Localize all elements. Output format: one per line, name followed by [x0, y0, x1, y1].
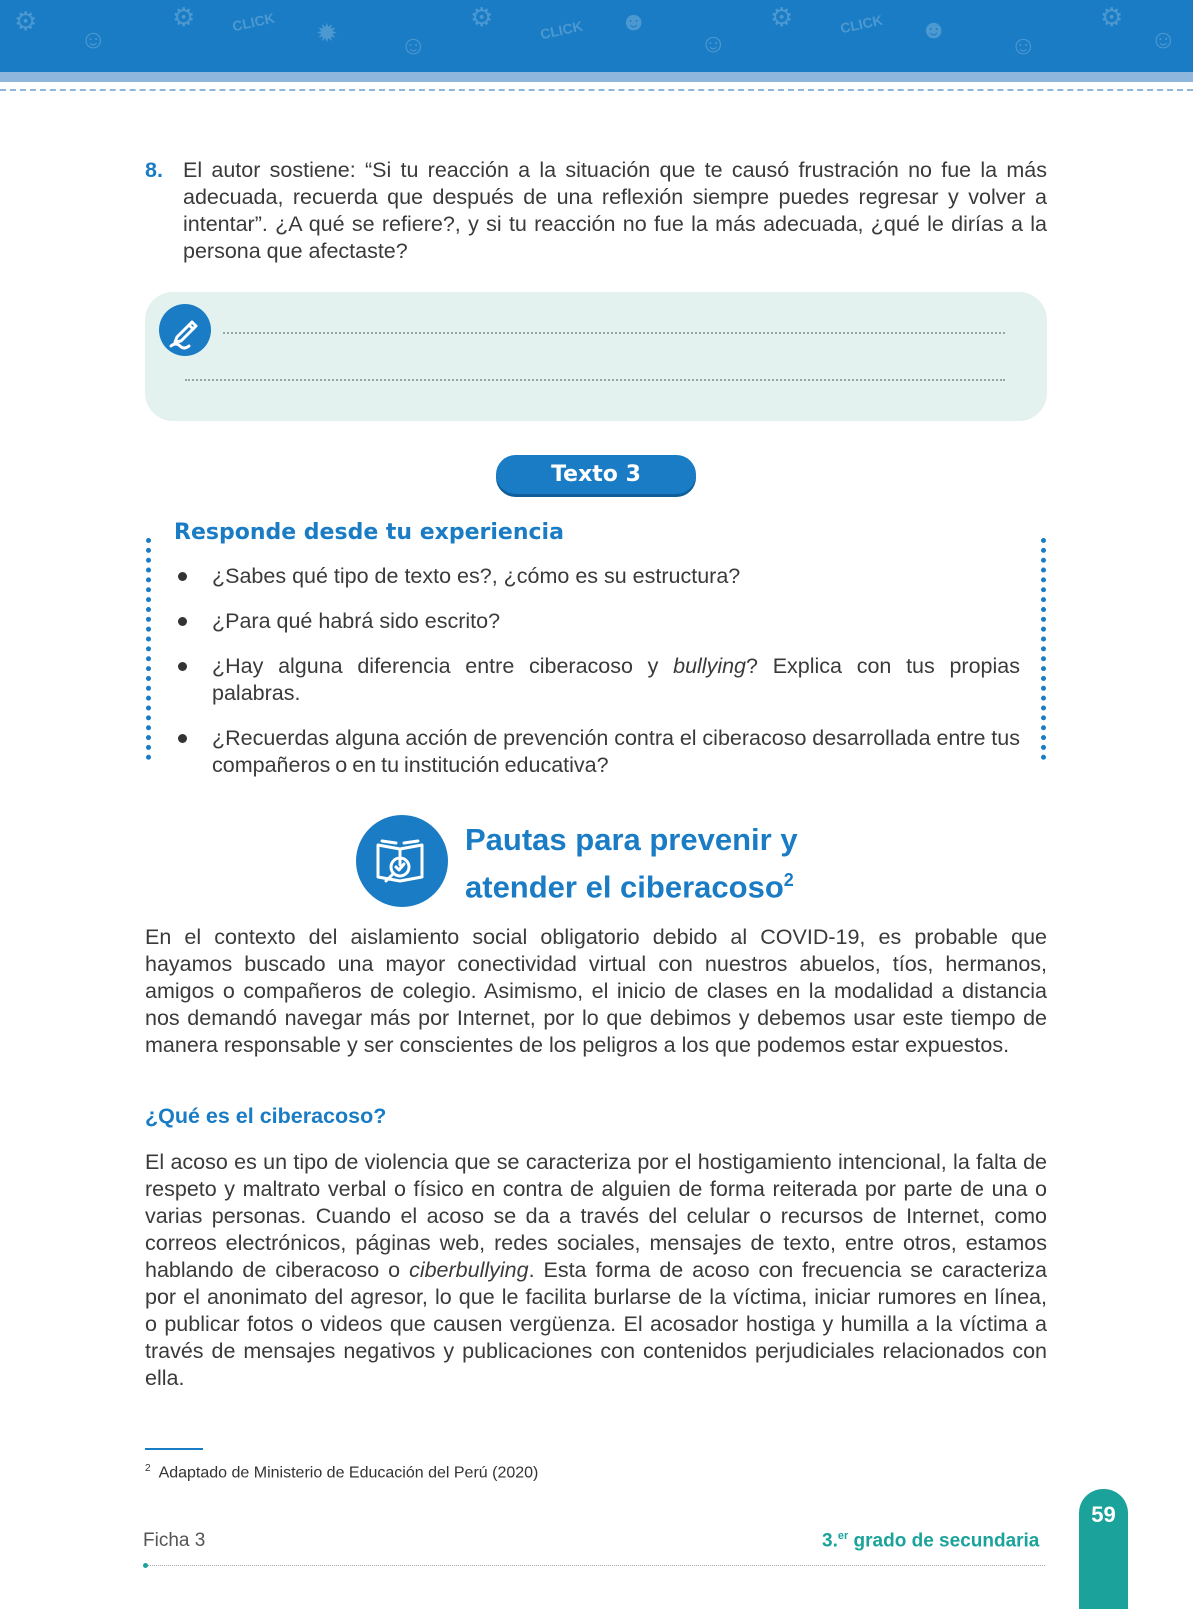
responde-title: Responde desde tu experiencia	[174, 520, 564, 545]
header-stripe	[0, 72, 1193, 82]
gear-icon: ⚙	[1100, 2, 1124, 32]
footer-grade	[822, 1530, 1039, 1552]
click-doodle: CLICK	[230, 9, 276, 35]
answer-line[interactable]	[185, 379, 1005, 381]
footnote-text: Adaptado de Ministerio de Educación del Perú (2020)	[158, 1464, 539, 1482]
footnote-marker: 2	[145, 1463, 151, 1474]
footer-line	[143, 1565, 1045, 1566]
smiley-icon: ☺	[80, 24, 107, 54]
question-text: El autor sostiene: “Si tu reacción a la situación que te causó frustración no fue la más adecuada, recuerda que después de una reflexión siempre puedes regresar y volver a intentar”. ¿A qué se refiere?, y si tu reacción no fue la más adecuada, ¿qué le dirías a la persona que afectaste?	[183, 158, 1047, 263]
section-title-line2: atender el ciberacoso	[465, 869, 784, 905]
list-item	[176, 653, 1020, 707]
book-magnifier-icon	[356, 815, 448, 907]
lightbulb-icon: ✹	[316, 18, 338, 48]
smiley-icon: ☺	[1150, 24, 1177, 54]
italic-term: bullying	[673, 654, 747, 678]
page-number: 59	[1079, 1489, 1128, 1609]
footer-dot	[143, 1563, 148, 1568]
grade-text: grado de secundaria	[848, 1530, 1040, 1552]
question-number: 8.	[145, 158, 163, 182]
footnote	[145, 1463, 538, 1482]
header-banner	[0, 0, 1193, 72]
footnote-ref[interactable]: 2	[783, 870, 794, 890]
smiley-icon: ☺	[1010, 30, 1037, 60]
list-item	[176, 608, 1020, 635]
gear-icon: ⚙	[14, 6, 38, 36]
pencil-icon	[159, 304, 211, 356]
list-item-text: ¿Sabes qué tipo de texto es?, ¿cómo es su estructura?	[212, 564, 741, 588]
texto-label: Texto 3	[496, 455, 696, 494]
list-item	[176, 725, 1020, 779]
gear-icon: ⚙	[172, 2, 196, 32]
paragraph-text: . Esta forma de acoso con frecuencia se caracteriza por el anonimato del agresor, lo que le facilita burlarse de la víctima, iniciar rumores en línea, o publicar fotos o videos que causen vergüenza. El acosador hostiga y humilla a la víctima a través de mensajes negativos y publicaciones con contenidos perjudiciales relacionados con ella.	[145, 1258, 1047, 1390]
list-item	[176, 563, 1020, 590]
footnote-rule	[145, 1448, 203, 1450]
dotted-border-left	[146, 538, 155, 760]
person-icon: ☻	[920, 14, 948, 44]
question-8	[145, 157, 1047, 265]
smiley-icon: ☺	[400, 30, 427, 60]
answer-line[interactable]	[223, 332, 1005, 334]
answer-box[interactable]	[145, 292, 1047, 421]
click-doodle: CLICK	[838, 11, 884, 37]
paragraph-text: El acoso es un tipo de violencia que se caracteriza por el hostigamiento intencional, la falta de respeto y maltrato verbal o físico en contra de alguien de forma reiterada por parte de una o varias personas. Cuando el acoso se da a través del celular o recursos de Internet, como correos electrónicos, páginas web, redes sociales, mensajes de texto, entre otros, estamos hablando de ciberacoso o	[145, 1150, 1047, 1282]
footer-ficha: Ficha 3	[143, 1530, 206, 1551]
dotted-border-right	[1041, 538, 1050, 760]
header-dashed-line	[0, 89, 1193, 91]
section-title-line1: Pautas para prevenir y	[465, 822, 798, 857]
list-item-text: ? Explica con tus propias palabras.	[212, 654, 1020, 705]
paragraph: En el contexto del aislamiento social obligatorio debido al COVID-19, es probable que hayamos buscado una mayor conectividad virtual con nuestros abuelos, tíos, hermanos, amigos o compañeros de colegio. Asimismo, el inicio de clases en la modalidad a distancia nos demandó navegar más por Internet, por lo que debimos y debemos usar este tiempo de manera responsable y ser conscientes de los peligros a los que podemos estar expuestos.	[145, 925, 1047, 1057]
responde-list	[176, 563, 1020, 797]
smiley-icon: ☺	[700, 28, 727, 58]
paragraph	[145, 1149, 1047, 1392]
grade-number: 3.	[822, 1530, 838, 1552]
click-doodle: CLICK	[538, 17, 584, 43]
italic-term: ciberbullying	[409, 1258, 529, 1282]
subheading: ¿Qué es el ciberacoso?	[145, 1104, 387, 1128]
grade-ordinal: er	[837, 1530, 849, 1542]
gear-icon: ⚙	[470, 2, 494, 32]
gear-icon: ⚙	[770, 2, 794, 32]
person-icon: ☻	[620, 6, 648, 36]
list-item-text: ¿Para qué habrá sido escrito?	[212, 609, 501, 633]
section-title	[465, 820, 798, 907]
list-item-text: ¿Recuerdas alguna acción de prevención contra el ciberacoso desarrollada entre tus compañeros o en tu institución educativa?	[212, 726, 1020, 777]
list-item-text: ¿Hay alguna diferencia entre ciberacoso y	[212, 654, 674, 678]
